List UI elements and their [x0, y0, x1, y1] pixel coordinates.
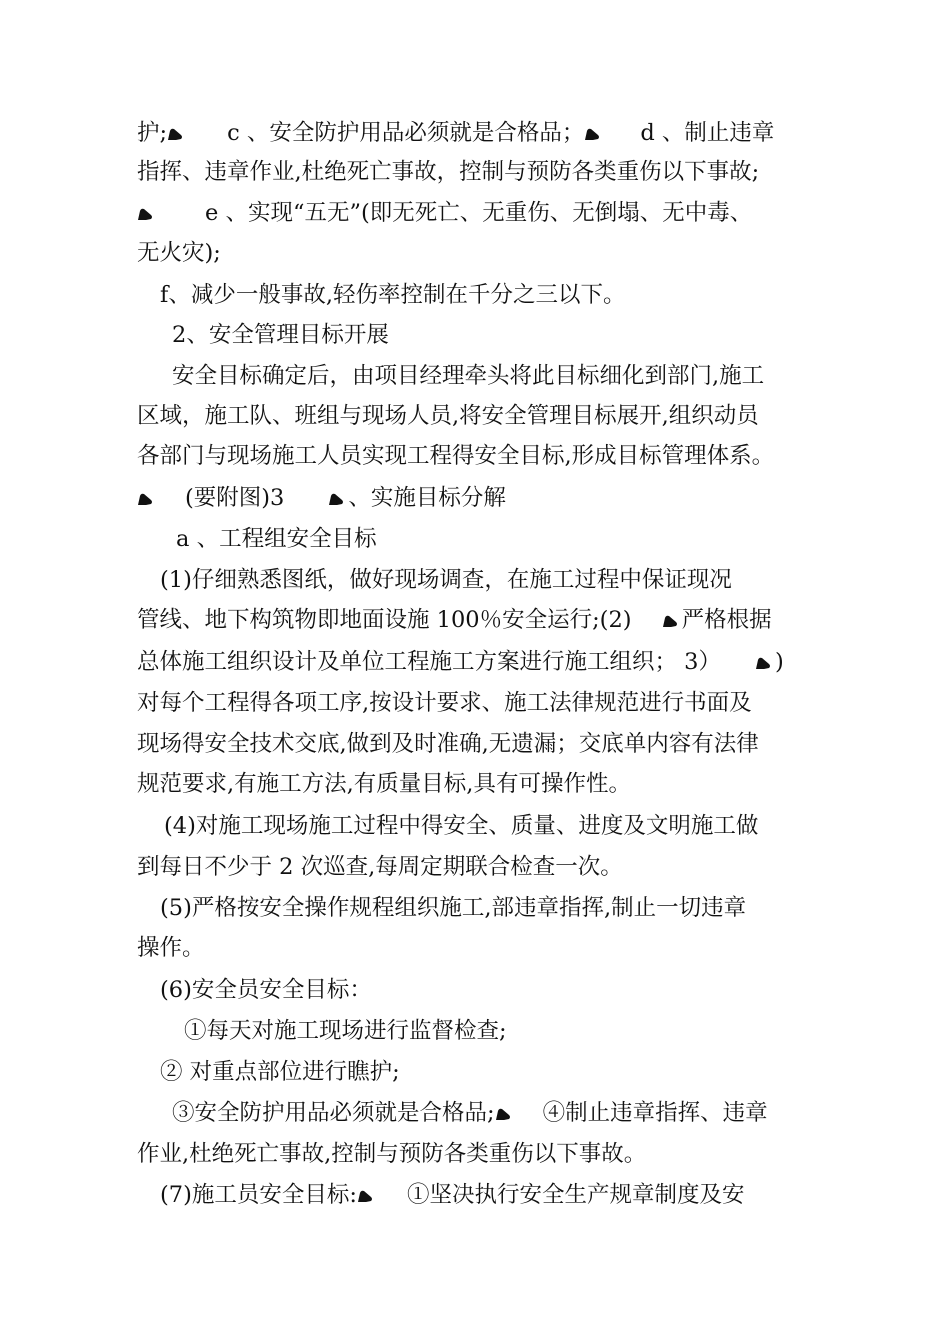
text-segment: 各部门与现场施工人员实现工程得安全目标,形成目标管理体系。 [137, 443, 775, 469]
bullet-icon [357, 1190, 373, 1203]
bullet-icon [167, 128, 183, 141]
text-segment: ③安全防护用品必须就是合格品; [172, 1100, 495, 1126]
text-line [137, 933, 827, 963]
text-segment: 、实施目标分解 [348, 485, 506, 511]
text-line [160, 565, 850, 595]
text-segment: (6)安全员安全目标： [160, 977, 372, 1003]
text-segment: 安全目标确定后，由项目经理牵头将此目标细化到部门,施工 [172, 363, 765, 389]
text-line [137, 483, 827, 513]
text-line [160, 1057, 850, 1087]
text-line [164, 811, 854, 841]
text-line [137, 688, 827, 718]
text-line [137, 729, 827, 759]
text-segment: (1)仔细熟悉图纸，做好现场调查，在施工过程中保证现况 [160, 567, 732, 593]
text-segment: 管线、地下构筑物即地面设施 100％安全运行;(2) [137, 607, 632, 633]
text-line [137, 238, 827, 268]
text-line [137, 1139, 827, 1169]
text-segment: 无火灾); [137, 240, 221, 266]
text-segment: 总体施工组织设计及单位工程施工方案进行施工组织； 3） [137, 649, 721, 675]
text-segment: 现场得安全技术交底,做到及时准确,无遗漏；交底单内容有法律 [137, 731, 759, 757]
text-line [160, 975, 850, 1005]
text-segment: ①每天对施工现场进行监督检查; [184, 1018, 507, 1044]
text-line [160, 893, 850, 923]
text-segment: (7)施工员安全目标: [160, 1182, 357, 1208]
text-segment: a 、工程组安全目标 [176, 526, 377, 552]
text-segment: d 、制止违章 [640, 120, 775, 146]
bullet-icon [137, 493, 153, 506]
text-segment: 到每日不少于 2 次巡查,每周定期联合检查一次。 [137, 854, 623, 880]
text-segment: 规范要求,有施工方法,有质量目标,具有可操作性。 [137, 771, 631, 797]
text-segment: 作业,杜绝死亡事故,控制与预防各类重伤以下事故。 [137, 1141, 647, 1167]
text-segment: f、减少一般事故,轻伤率控制在千分之三以下。 [160, 282, 626, 308]
text-line [160, 1180, 850, 1210]
text-line [137, 769, 827, 799]
text-segment: ② 对重点部位进行瞧护; [160, 1059, 400, 1085]
text-segment: (4)对施工现场施工过程中得安全、质量、进度及文明施工做 [164, 813, 759, 839]
text-segment: 对每个工程得各项工序,按设计要求、施工法律规范进行书面及 [137, 690, 752, 716]
bullet-icon [137, 208, 153, 221]
text-line [172, 320, 862, 350]
text-line [172, 361, 862, 391]
text-line [137, 157, 827, 187]
text-line [172, 1098, 862, 1128]
text-segment: 指挥、违章作业,杜绝死亡事故，控制与预防各类重伤以下事故; [137, 159, 760, 185]
text-line [176, 524, 866, 554]
text-segment: (5)严格按安全操作规程组织施工,部违章指挥,制止一切违章 [160, 895, 747, 921]
bullet-icon [495, 1108, 511, 1121]
text-segment: 区域，施工队、班组与现场人员,将安全管理目标展开,组织动员 [137, 403, 759, 429]
text-segment: (要附图)3 [185, 485, 285, 511]
text-line [137, 198, 827, 228]
bullet-icon [755, 657, 771, 670]
text-line [137, 118, 827, 148]
text-segment: ①坚决执行安全生产规章制度及安 [406, 1182, 745, 1208]
bullet-icon [662, 615, 678, 628]
text-segment: 严格根据 [681, 607, 772, 633]
text-line [137, 605, 827, 635]
text-line [137, 441, 827, 471]
text-line [137, 852, 827, 882]
text-segment: ④制止违章指挥、违章 [542, 1100, 768, 1126]
text-line [137, 401, 827, 431]
text-segment: 2、安全管理目标开展 [172, 322, 389, 348]
text-line [160, 280, 850, 310]
bullet-icon [328, 493, 344, 506]
text-line [184, 1016, 874, 1046]
text-segment: e 、实现“五无”(即无死亡、无重伤、无倒塌、无中毒、 [205, 200, 753, 226]
text-segment: 护; [137, 120, 168, 146]
text-segment: ) [774, 649, 784, 675]
text-line [137, 647, 827, 677]
bullet-icon [584, 128, 600, 141]
text-segment: 操作。 [137, 935, 205, 961]
text-segment: c 、安全防护用品必须就是合格品； [227, 120, 585, 146]
